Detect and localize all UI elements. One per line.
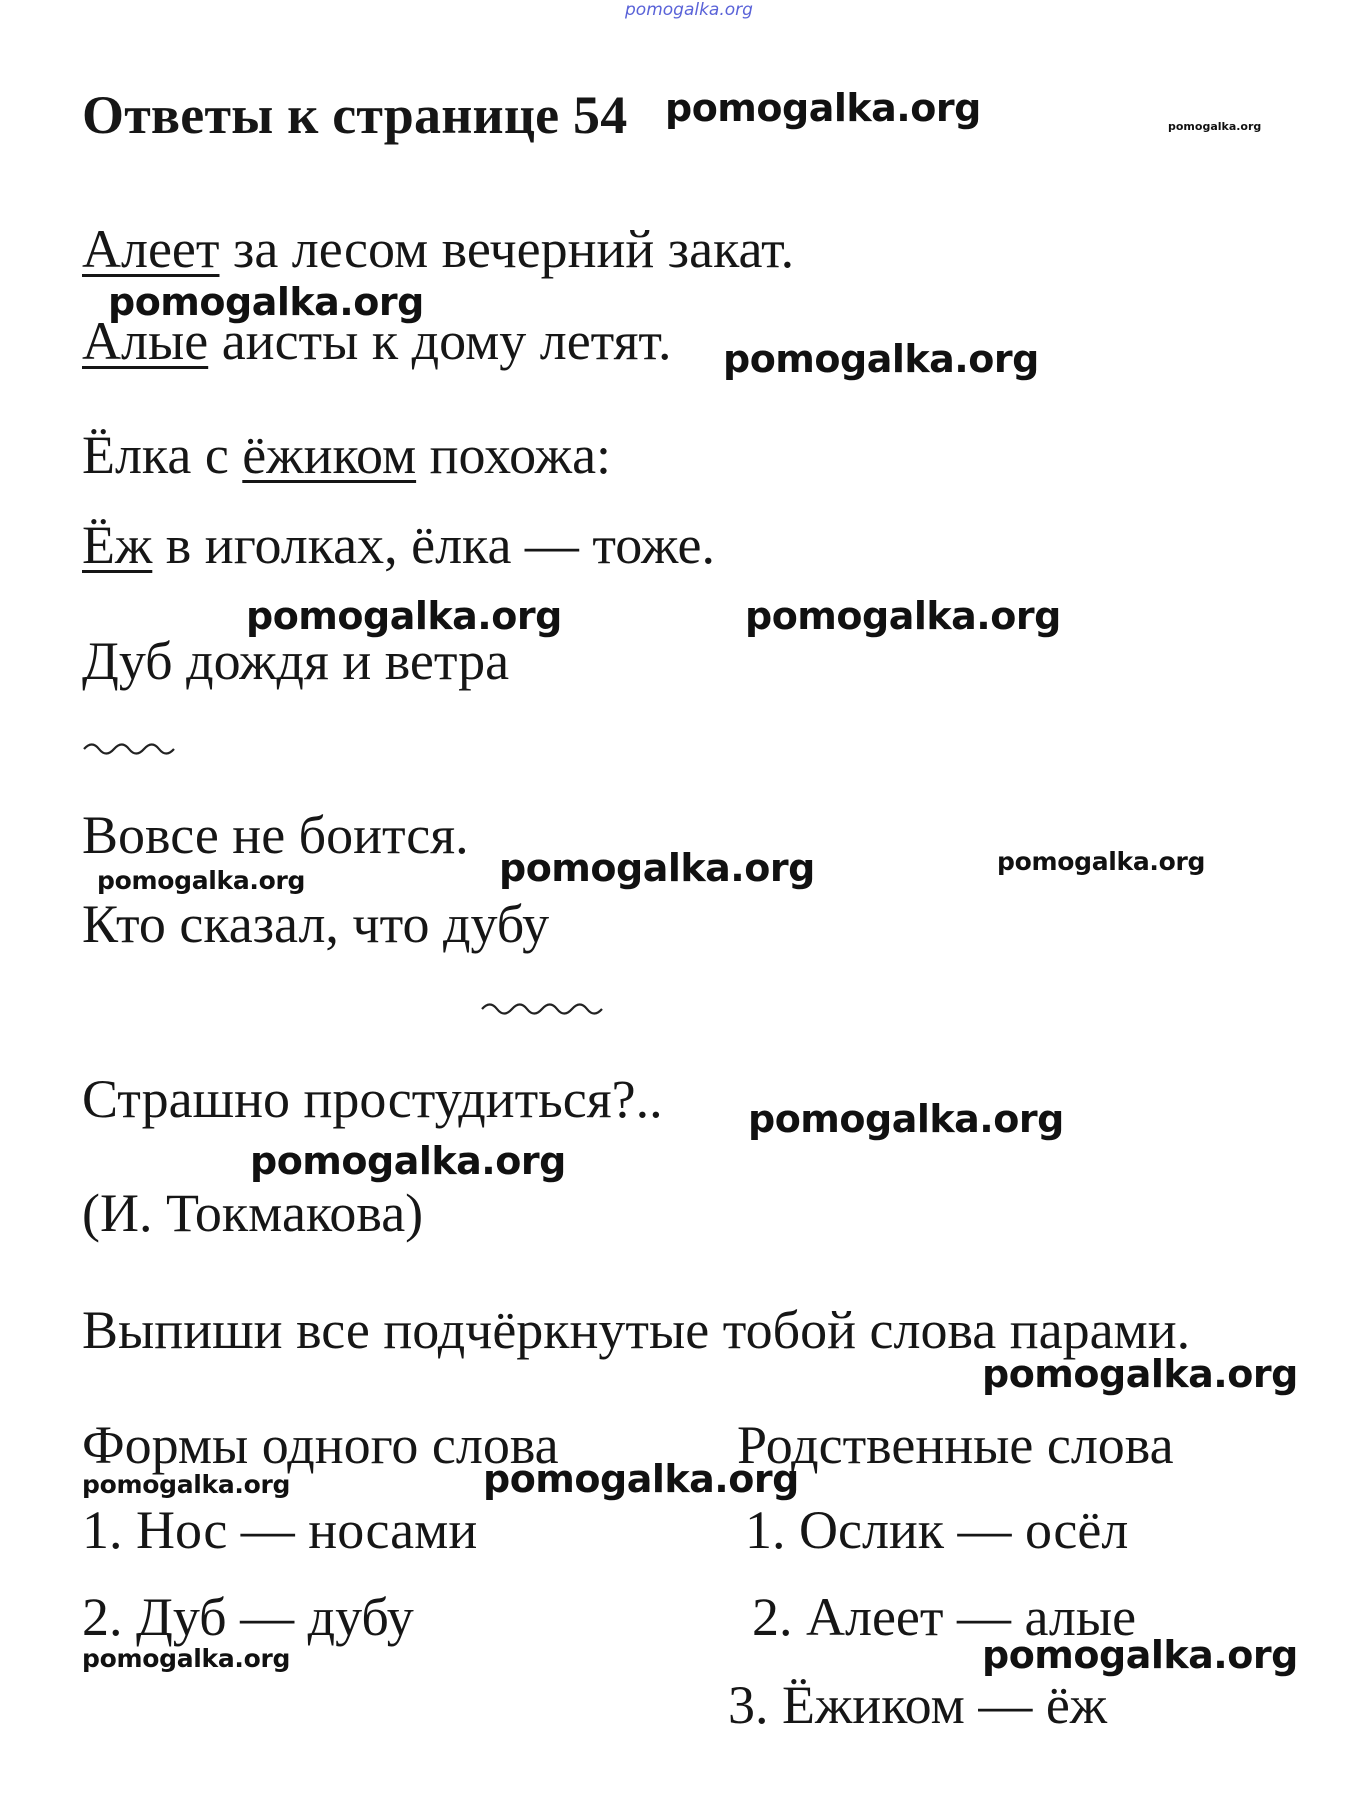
watermark: pomogalka.org bbox=[745, 594, 1061, 638]
small-watermark: pomogalka.org bbox=[1168, 120, 1262, 133]
answer-item: 3. Ёжиком — ёж bbox=[728, 1675, 1108, 1735]
answer-item: 2. Алеет — алые bbox=[752, 1587, 1137, 1647]
answer-item: 1. Ослик — осёл bbox=[745, 1500, 1129, 1560]
watermark: pomogalka.org bbox=[483, 1457, 799, 1501]
page-title: Ответы к странице 54 bbox=[82, 85, 628, 145]
poem-line-6: Вовсе не боится. bbox=[82, 805, 469, 865]
underlined-word-alye: Алые bbox=[82, 311, 209, 371]
left-column-header: Формы одного слова bbox=[82, 1415, 559, 1475]
wavy-underline-mark bbox=[480, 998, 606, 1018]
watermark: pomogalka.org bbox=[723, 337, 1039, 381]
underlined-word-ezh: Ёж bbox=[82, 515, 153, 575]
watermark: pomogalka.org bbox=[82, 1644, 291, 1673]
task-instruction: Выпиши все подчёркнутые тобой слова парами. bbox=[82, 1300, 1191, 1360]
answer-item: 1. Нос — носами bbox=[82, 1500, 478, 1560]
watermark: pomogalka.org bbox=[499, 846, 815, 890]
poem-line-8: Страшно простудиться?.. bbox=[82, 1069, 663, 1129]
poem-author: (И. Токмакова) bbox=[82, 1183, 424, 1243]
wavy-underline-mark bbox=[82, 738, 178, 758]
answer-item: 2. Дуб — дубу bbox=[82, 1587, 414, 1647]
poem-line-2: Алые аисты к дому летят. bbox=[82, 311, 672, 371]
watermark: pomogalka.org bbox=[246, 594, 562, 638]
watermark: pomogalka.org bbox=[250, 1139, 566, 1183]
top-watermark: pomogalka.org bbox=[625, 0, 753, 20]
underlined-word-aleet: Алеет bbox=[82, 219, 220, 279]
watermark: pomogalka.org bbox=[82, 1470, 291, 1499]
poem-line-5: Дуб дождя и ветра bbox=[82, 631, 510, 691]
watermark: pomogalka.org bbox=[982, 1352, 1298, 1396]
watermark: pomogalka.org bbox=[108, 280, 424, 324]
poem-line-3: Ёлка с ёжиком похожа: bbox=[82, 425, 612, 485]
poem-line-1: Алеет за лесом вечерний закат. bbox=[82, 219, 795, 279]
title-watermark: pomogalka.org bbox=[665, 86, 981, 130]
right-column-header: Родственные слова bbox=[737, 1415, 1174, 1475]
watermark: pomogalka.org bbox=[982, 1633, 1298, 1677]
poem-line-7: Кто сказал, что дубу bbox=[82, 894, 550, 954]
watermark: pomogalka.org bbox=[997, 847, 1206, 876]
watermark: pomogalka.org bbox=[97, 866, 306, 895]
poem-line-4: Ёж в иголках, ёлка — тоже. bbox=[82, 515, 716, 575]
watermark: pomogalka.org bbox=[748, 1097, 1064, 1141]
underlined-word-ezhikom: ёжиком bbox=[242, 425, 417, 485]
